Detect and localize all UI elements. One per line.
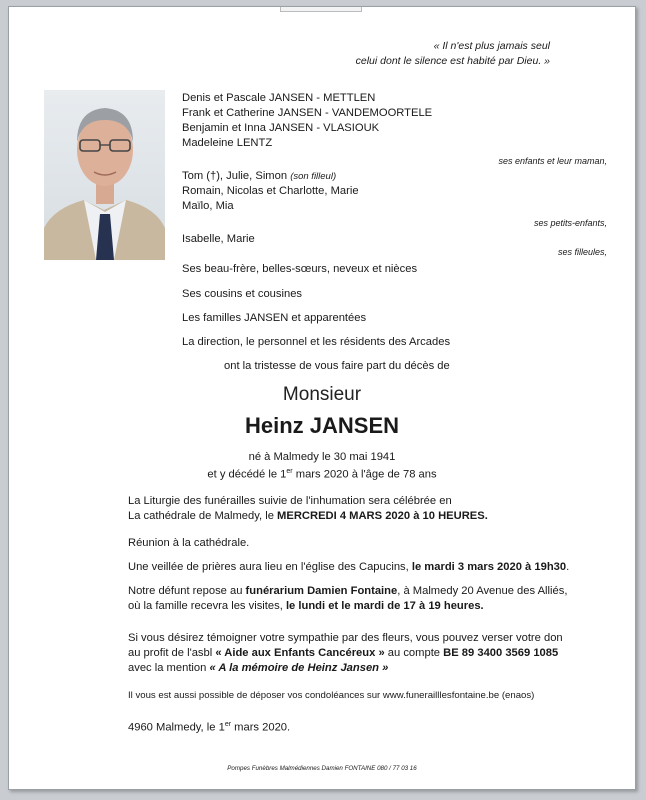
condolences-text: Il vous est aussi possible de déposer vos condoléances sur www.funerailllesfontaine.be (enaos): [128, 690, 535, 701]
grandchildren-note: ses petits-enfants,: [533, 218, 607, 228]
relatives-4: La direction, le personnel et les résidents des Arcades: [182, 336, 451, 348]
quote-line-2: celui dont le silence est habité par Dieu. »: [355, 55, 550, 67]
visiting-hours: le lundi et le mardi de 17 à 19 heures.: [285, 600, 484, 612]
grandchildren-line-3: Maïlo, Mia: [182, 200, 234, 212]
portrait-photo: [44, 90, 165, 260]
rest-line-1: Notre défunt repose au funérarium Damien Fontaine, à Malmedy 20 Avenue des Alliés,: [128, 585, 568, 597]
goddaughters-note: ses filleules,: [557, 247, 607, 257]
quote: [356, 39, 550, 69]
page-tab: [280, 7, 362, 12]
goddaughters: Isabelle, Marie: [182, 233, 255, 245]
birth-line: né à Malmedy le 30 mai 1941: [248, 451, 396, 463]
vigil-text: Une veillée de prières aura lieu en l'église des Capucins, le mardi 3 mars 2020 à 19h30.: [128, 561, 570, 573]
liturgy-text: [128, 494, 488, 524]
deceased-name: Heinz JANSEN: [244, 413, 400, 438]
child-4: Madeleine LENTZ: [182, 137, 273, 149]
rest-line-2: où la famille recevra les visites, le lundi et le mardi de 17 à 19 heures.: [128, 600, 484, 612]
relatives-1: Ses beau-frère, belles-sœurs, neveux et nièces: [182, 263, 418, 275]
liturgy-line-1: La Liturgie des funérailles suivie de l'inhumation sera célébrée en: [128, 495, 452, 507]
announce-text: ont la tristesse de vous faire part du décès de: [224, 360, 450, 372]
vigil-date: le mardi 3 mars 2020 à 19h30: [411, 561, 567, 573]
meeting-text: Réunion à la cathédrale.: [128, 537, 250, 549]
flowers-line-2: au profit de l'asbl « Aide aux Enfants Cancéreux » au compte BE 89 3400 3569 1085: [128, 647, 559, 659]
child-3: Benjamin et Inna JANSEN - VLASIOUK: [182, 122, 380, 134]
relatives-3: Les familles JANSEN et apparentées: [182, 312, 367, 324]
children-list: [182, 91, 432, 151]
place-date: 4960 Malmedy, le 1er mars 2020.: [128, 721, 291, 734]
flowers-line-3: avec la mention « A la mémoire de Heinz Jansen »: [128, 662, 389, 674]
charity-name: « Aide aux Enfants Cancéreux »: [215, 647, 385, 659]
flowers-text: [128, 631, 563, 676]
quote-line-1: « Il n'est plus jamais seul: [433, 40, 550, 52]
death-line: et y décédé le 1er mars 2020 à l'âge de 78 ans: [207, 468, 437, 481]
bank-account: BE 89 3400 3569 1085: [443, 647, 559, 659]
grandchildren-line-2: Romain, Nicolas et Charlotte, Marie: [182, 185, 359, 197]
document-page: [8, 6, 636, 790]
title-monsieur: Monsieur: [282, 384, 362, 405]
footer: Pompes Funèbres Malmédiennes Damien FONTAINE 080 / 77 03 16: [227, 765, 417, 772]
rest-text: [128, 584, 567, 614]
funeral-home: funérarium Damien Fontaine: [245, 585, 398, 597]
children-note: ses enfants et leur maman,: [498, 156, 607, 166]
grandchildren-line-1: Tom (†), Julie, Simon (son filleul): [182, 170, 337, 182]
flowers-line-1: Si vous désirez témoigner votre sympathie par des fleurs, vous pouvez verser votre don: [128, 632, 563, 644]
funeral-date: MERCREDI 4 MARS 2020 à 10 HEURES.: [277, 510, 488, 522]
liturgy-line-2: La cathédrale de Malmedy, le MERCREDI 4 MARS 2020 à 10 HEURES.: [128, 510, 488, 522]
donation-mention: « A la mémoire de Heinz Jansen »: [209, 662, 389, 674]
child-1: Denis et Pascale JANSEN - METTLEN: [182, 92, 376, 104]
child-2: Frank et Catherine JANSEN - VANDEMOORTELE: [182, 107, 433, 119]
relatives-2: Ses cousins et cousines: [182, 288, 303, 300]
grandchildren-list: [182, 169, 359, 214]
godson-note: (son filleul): [290, 171, 337, 182]
